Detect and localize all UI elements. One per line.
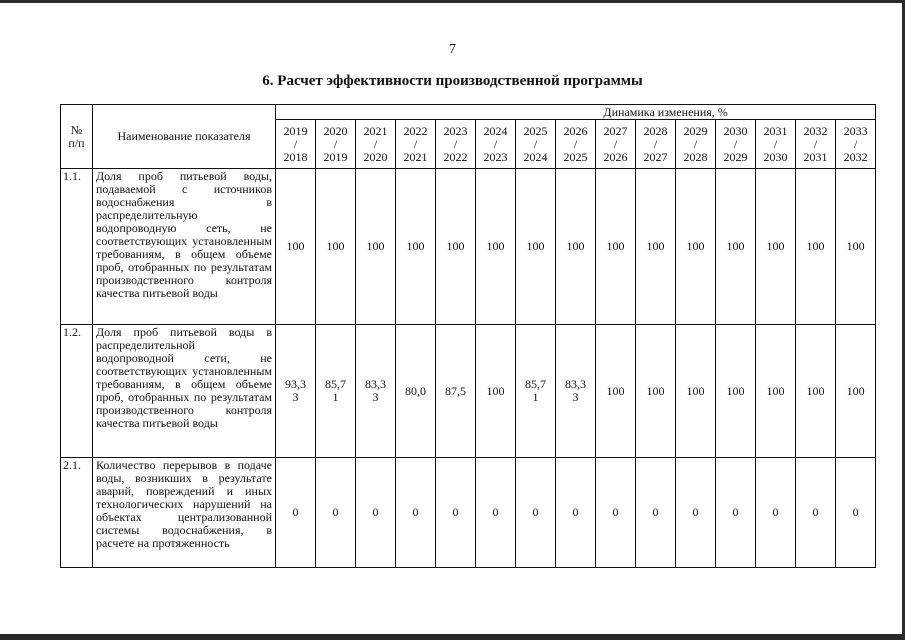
value-part: 100 <box>726 239 745 253</box>
year-part: / <box>613 136 618 151</box>
value-part: 0 <box>532 505 539 519</box>
year-part: 2027 <box>643 149 668 164</box>
value-cell <box>836 169 876 325</box>
year-part: 2031 <box>803 149 828 164</box>
value-cell <box>796 169 836 325</box>
value-cell <box>356 458 396 568</box>
year-part: / <box>653 136 658 151</box>
value-cell <box>556 458 596 568</box>
value-cell <box>596 169 636 325</box>
value-part: 100 <box>846 239 865 253</box>
value-cell <box>556 325 596 458</box>
value-cell <box>316 325 356 458</box>
value-cell <box>516 325 556 458</box>
value-cell <box>436 458 476 568</box>
value-part: 100 <box>766 383 785 398</box>
value-cell <box>556 169 596 325</box>
scan-border-top <box>0 0 905 3</box>
value-cell <box>636 325 676 458</box>
value-cell <box>396 458 436 568</box>
value-part: 0 <box>452 505 459 519</box>
year-part: 2026 <box>563 123 588 138</box>
page-number: 7 <box>449 42 456 57</box>
indicator-description: Доля проб питьевой воды, подаваемой с источников водоснабжения в распределительную водопроводную сеть, не соответствующих установленным требованиям, в общем объеме проб, отобранных по результатам производственного контроля качества питьевой воды <box>93 169 276 325</box>
value-part: 0 <box>652 505 659 519</box>
value-part: 100 <box>286 239 305 253</box>
year-part: 2025 <box>563 149 588 164</box>
year-part: / <box>333 136 338 151</box>
year-part: 2030 <box>723 123 748 138</box>
value-cell <box>636 169 676 325</box>
year-part: / <box>813 136 818 151</box>
value-part: 83,3 <box>365 377 386 391</box>
value-part: 0 <box>612 505 619 519</box>
value-part: 3 <box>372 390 379 404</box>
value-part: 100 <box>806 239 825 253</box>
year-part: 2022 <box>443 149 468 164</box>
header-indicator-name: Наименование показателя <box>93 105 276 169</box>
year-part: 2024 <box>523 149 548 164</box>
value-part: 85,7 <box>325 377 346 391</box>
header-year-7 <box>556 120 596 169</box>
year-part: 2029 <box>723 149 748 164</box>
value-cell <box>636 458 676 568</box>
year-part: 2032 <box>803 123 828 138</box>
indicator-description: Доля проб питьевой воды в распределительной водопроводной сети, не соответствующих установленным требованиям, в общем объеме проб, отобранных по результатам производственного контроля качества питьевой воды <box>93 325 276 458</box>
value-cell <box>596 458 636 568</box>
year-part: 2019 <box>283 123 308 138</box>
value-cell <box>436 325 476 458</box>
value-part: 100 <box>806 383 825 398</box>
year-part: / <box>493 136 498 151</box>
value-cell <box>796 325 836 458</box>
value-cell <box>836 458 876 568</box>
value-part: 100 <box>646 383 665 398</box>
value-part: 3 <box>292 390 299 404</box>
indicator-description: Количество перерывов в подаче воды, возникших в результате аварий, повреждений и иных технологических нарушений на объектах централизованной системы водоснабжения, в расчете на протяженность <box>93 458 276 568</box>
header-year-3 <box>396 120 436 169</box>
year-part: 2031 <box>763 123 788 138</box>
header-row-top <box>61 105 876 120</box>
header-year-10 <box>676 120 716 169</box>
header-number: № п/п <box>61 105 93 169</box>
scan-border-bottom <box>0 634 905 640</box>
section-title: 6. Расчет эффективности производственной программы <box>262 73 643 89</box>
value-part: 100 <box>686 239 705 253</box>
value-cell <box>316 169 356 325</box>
row-number: 2.1. <box>61 458 93 568</box>
year-part: 2030 <box>763 149 788 164</box>
year-part: 2027 <box>603 123 628 138</box>
year-part: 2020 <box>323 123 348 138</box>
value-part: 1 <box>332 390 339 404</box>
value-part: 3 <box>572 390 579 404</box>
year-part: / <box>853 136 858 151</box>
year-part: / <box>693 136 698 151</box>
year-part: 2023 <box>443 123 468 138</box>
table-row <box>61 325 876 458</box>
year-part: 2020 <box>363 149 388 164</box>
year-part: 2018 <box>283 149 308 164</box>
value-part: 0 <box>852 505 859 519</box>
header-year-11 <box>716 120 756 169</box>
value-part: 0 <box>412 505 419 519</box>
year-part: 2024 <box>483 123 508 138</box>
value-part: 85,7 <box>525 377 546 391</box>
header-year-8 <box>596 120 636 169</box>
year-part: / <box>573 136 578 151</box>
value-cell <box>676 169 716 325</box>
year-part: 2021 <box>363 123 388 138</box>
header-dynamics: Динамика изменения, % <box>276 105 876 120</box>
year-part: 2028 <box>683 149 708 164</box>
header-year-2 <box>356 120 396 169</box>
value-part: 100 <box>406 239 425 253</box>
value-cell <box>396 325 436 458</box>
value-cell <box>756 169 796 325</box>
value-cell <box>396 169 436 325</box>
value-part: 100 <box>446 239 465 253</box>
year-part: 2026 <box>603 149 628 164</box>
value-part: 0 <box>692 505 699 519</box>
year-part: / <box>293 136 298 151</box>
value-cell <box>596 325 636 458</box>
year-part: / <box>533 136 538 151</box>
value-part: 100 <box>326 239 345 253</box>
value-cell <box>276 325 316 458</box>
value-part: 100 <box>846 383 865 398</box>
value-part: 0 <box>332 505 339 519</box>
header-year-0 <box>276 120 316 169</box>
value-cell <box>356 325 396 458</box>
value-part: 100 <box>526 239 545 253</box>
year-part: 2032 <box>843 149 868 164</box>
value-cell <box>276 169 316 325</box>
year-part: / <box>773 136 778 151</box>
year-part: / <box>413 136 418 151</box>
header-year-12 <box>756 120 796 169</box>
header-year-1 <box>316 120 356 169</box>
value-cell <box>796 458 836 568</box>
value-cell <box>756 325 796 458</box>
year-part: 2019 <box>323 149 348 164</box>
header-year-6 <box>516 120 556 169</box>
value-cell <box>436 169 476 325</box>
value-part: 0 <box>372 505 379 519</box>
year-part: 2025 <box>523 123 548 138</box>
row-number: 1.1. <box>61 169 93 325</box>
value-cell <box>356 169 396 325</box>
value-part: 100 <box>366 239 385 253</box>
header-year-4 <box>436 120 476 169</box>
year-part: 2022 <box>403 123 428 138</box>
value-part: 0 <box>492 505 499 519</box>
value-part: 87,5 <box>445 383 466 398</box>
value-part: 100 <box>486 239 505 253</box>
value-cell <box>676 325 716 458</box>
year-part: 2033 <box>843 123 868 138</box>
year-part: 2021 <box>403 149 428 164</box>
year-part: 2028 <box>643 123 668 138</box>
value-cell <box>716 458 756 568</box>
value-part: 0 <box>732 505 739 519</box>
value-part: 0 <box>812 505 819 519</box>
header-year-5 <box>476 120 516 169</box>
value-part: 0 <box>772 505 779 519</box>
header-year-9 <box>636 120 676 169</box>
row-number: 1.2. <box>61 325 93 458</box>
year-part: / <box>733 136 738 151</box>
value-cell <box>516 458 556 568</box>
value-part: 100 <box>566 239 585 253</box>
value-cell <box>756 458 796 568</box>
value-part: 83,3 <box>565 377 586 391</box>
value-part: 0 <box>292 505 299 519</box>
value-cell <box>836 325 876 458</box>
value-part: 80,0 <box>405 383 426 398</box>
value-part: 100 <box>766 239 785 253</box>
header-year-13 <box>796 120 836 169</box>
value-part: 100 <box>606 239 625 253</box>
value-part: 1 <box>532 390 539 404</box>
year-part: / <box>453 136 458 151</box>
value-cell <box>476 325 516 458</box>
year-part: 2023 <box>483 149 508 164</box>
value-cell <box>516 169 556 325</box>
value-part: 100 <box>486 383 505 398</box>
value-cell <box>476 458 516 568</box>
value-part: 100 <box>646 239 665 253</box>
header-year-14 <box>836 120 876 169</box>
value-part: 100 <box>606 383 625 398</box>
efficiency-table <box>60 104 876 568</box>
value-part: 0 <box>572 505 579 519</box>
value-cell <box>316 458 356 568</box>
year-part: 2029 <box>683 123 708 138</box>
value-cell <box>276 458 316 568</box>
table-row <box>61 458 876 568</box>
value-part: 100 <box>686 383 705 398</box>
year-part: / <box>373 136 378 151</box>
value-part: 93,3 <box>285 377 306 391</box>
value-cell <box>716 325 756 458</box>
value-cell <box>716 169 756 325</box>
table-row <box>61 169 876 325</box>
value-cell <box>676 458 716 568</box>
value-part: 100 <box>726 383 745 398</box>
value-cell <box>476 169 516 325</box>
